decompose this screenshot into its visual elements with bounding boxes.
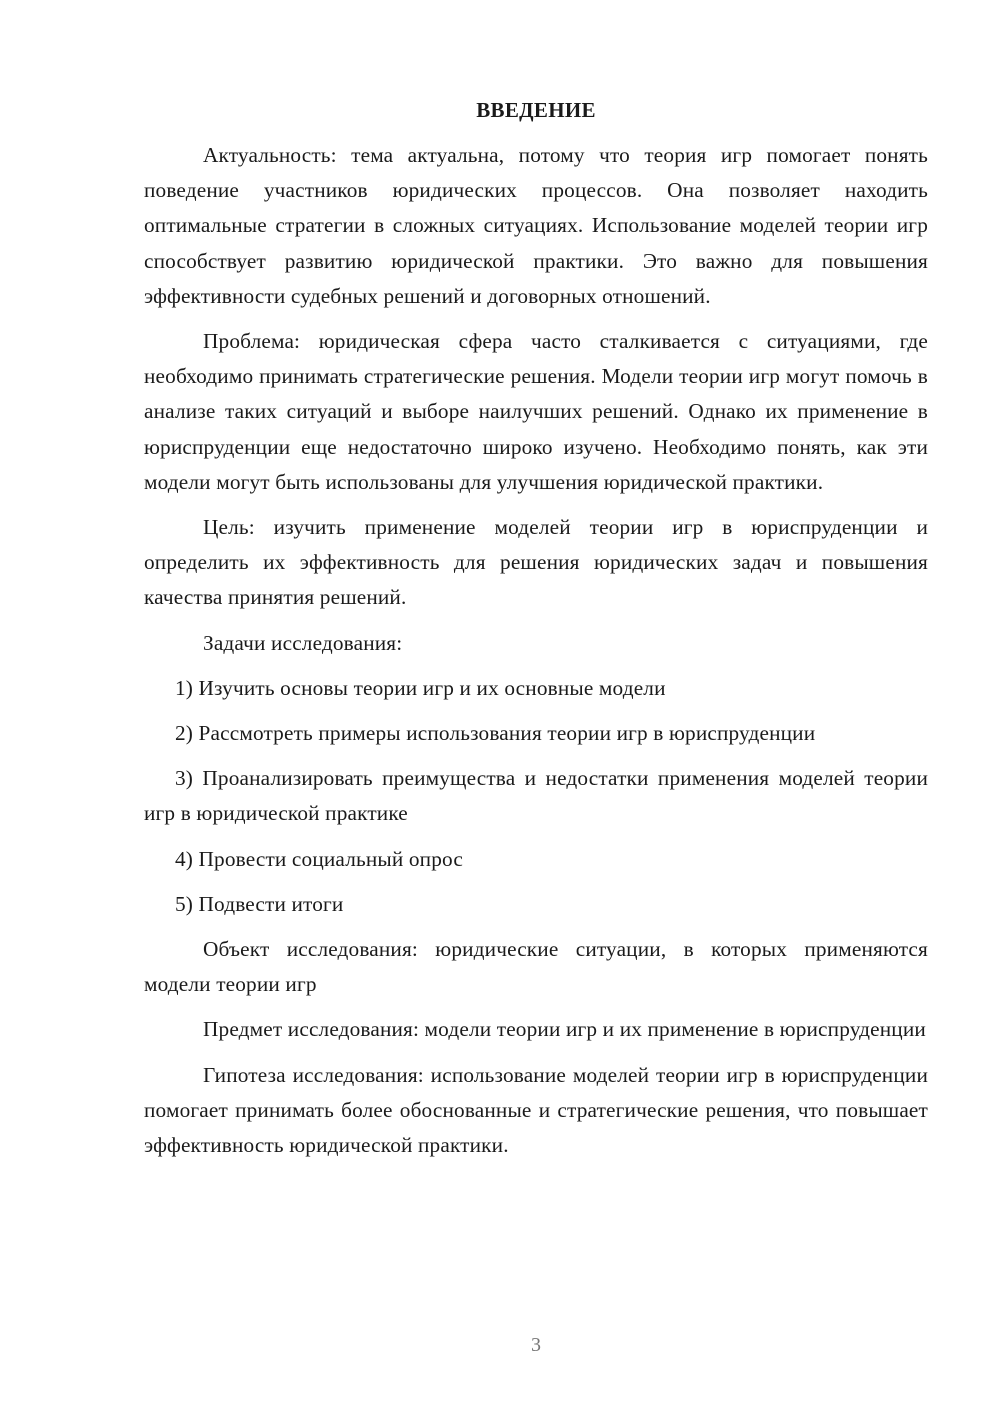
paragraph-object: Объект исследования: юридические ситуации, в которых применяются модели теории игр — [144, 937, 928, 997]
page-title: ВВЕДЕНИЕ — [476, 98, 596, 122]
list-item-task-2: 2) Рассмотреть примеры использования теории игр в юриспруденции — [175, 721, 816, 746]
list-item-task-1: 1) Изучить основы теории игр и их основные модели — [175, 675, 666, 700]
paragraph-subject: Предмет исследования: модели теории игр и их применение в юриспруденции — [203, 1017, 926, 1042]
list-item-task-4: 4) Провести социальный опрос — [175, 846, 463, 871]
document-page — [144, 92, 928, 1163]
page-number: 3 — [531, 1334, 541, 1356]
paragraph-goal: Цель: изучить применение моделей теории игр в юриспруденции и определить их эффективность для решения юридических задач и повышения качества принятия решений. — [144, 515, 928, 610]
tasks-title: Задачи исследования: — [203, 630, 403, 655]
paragraph-hypothesis: Гипотеза исследования: использование моделей теории игр в юриспруденции помогает принимать более обоснованные и стратегические решения, что повышает эффективность юридической практики. — [144, 1062, 928, 1158]
paragraph-relevance: Актуальность: тема актуальна, потому что теория игр помогает понять поведение участников юридических процессов. Она позволяет находить оптимальные стратегии в сложных ситуациях. Использование моделей теории игр способствует развитию юридической практики. Это важно для повышения эффективности судебных решений и договорных отношений. — [144, 143, 928, 308]
paragraph-problem: Проблема: юридическая сфера часто сталкивается с ситуациями, где необходимо принимать стратегические решения. Модели теории игр могут помочь в анализе таких ситуаций и выборе наилучших решений. Однако их применение в юриспруденции еще недостаточно широко изучено. Необходимо понять, как эти модели могут быть использованы для улучшения юридической практики. — [144, 329, 928, 494]
list-item-task-5: 5) Подвести итоги — [175, 891, 344, 916]
list-item-task-3: 3) Проанализировать преимущества и недостатки применения моделей теории игр в юридической практике — [144, 766, 928, 826]
